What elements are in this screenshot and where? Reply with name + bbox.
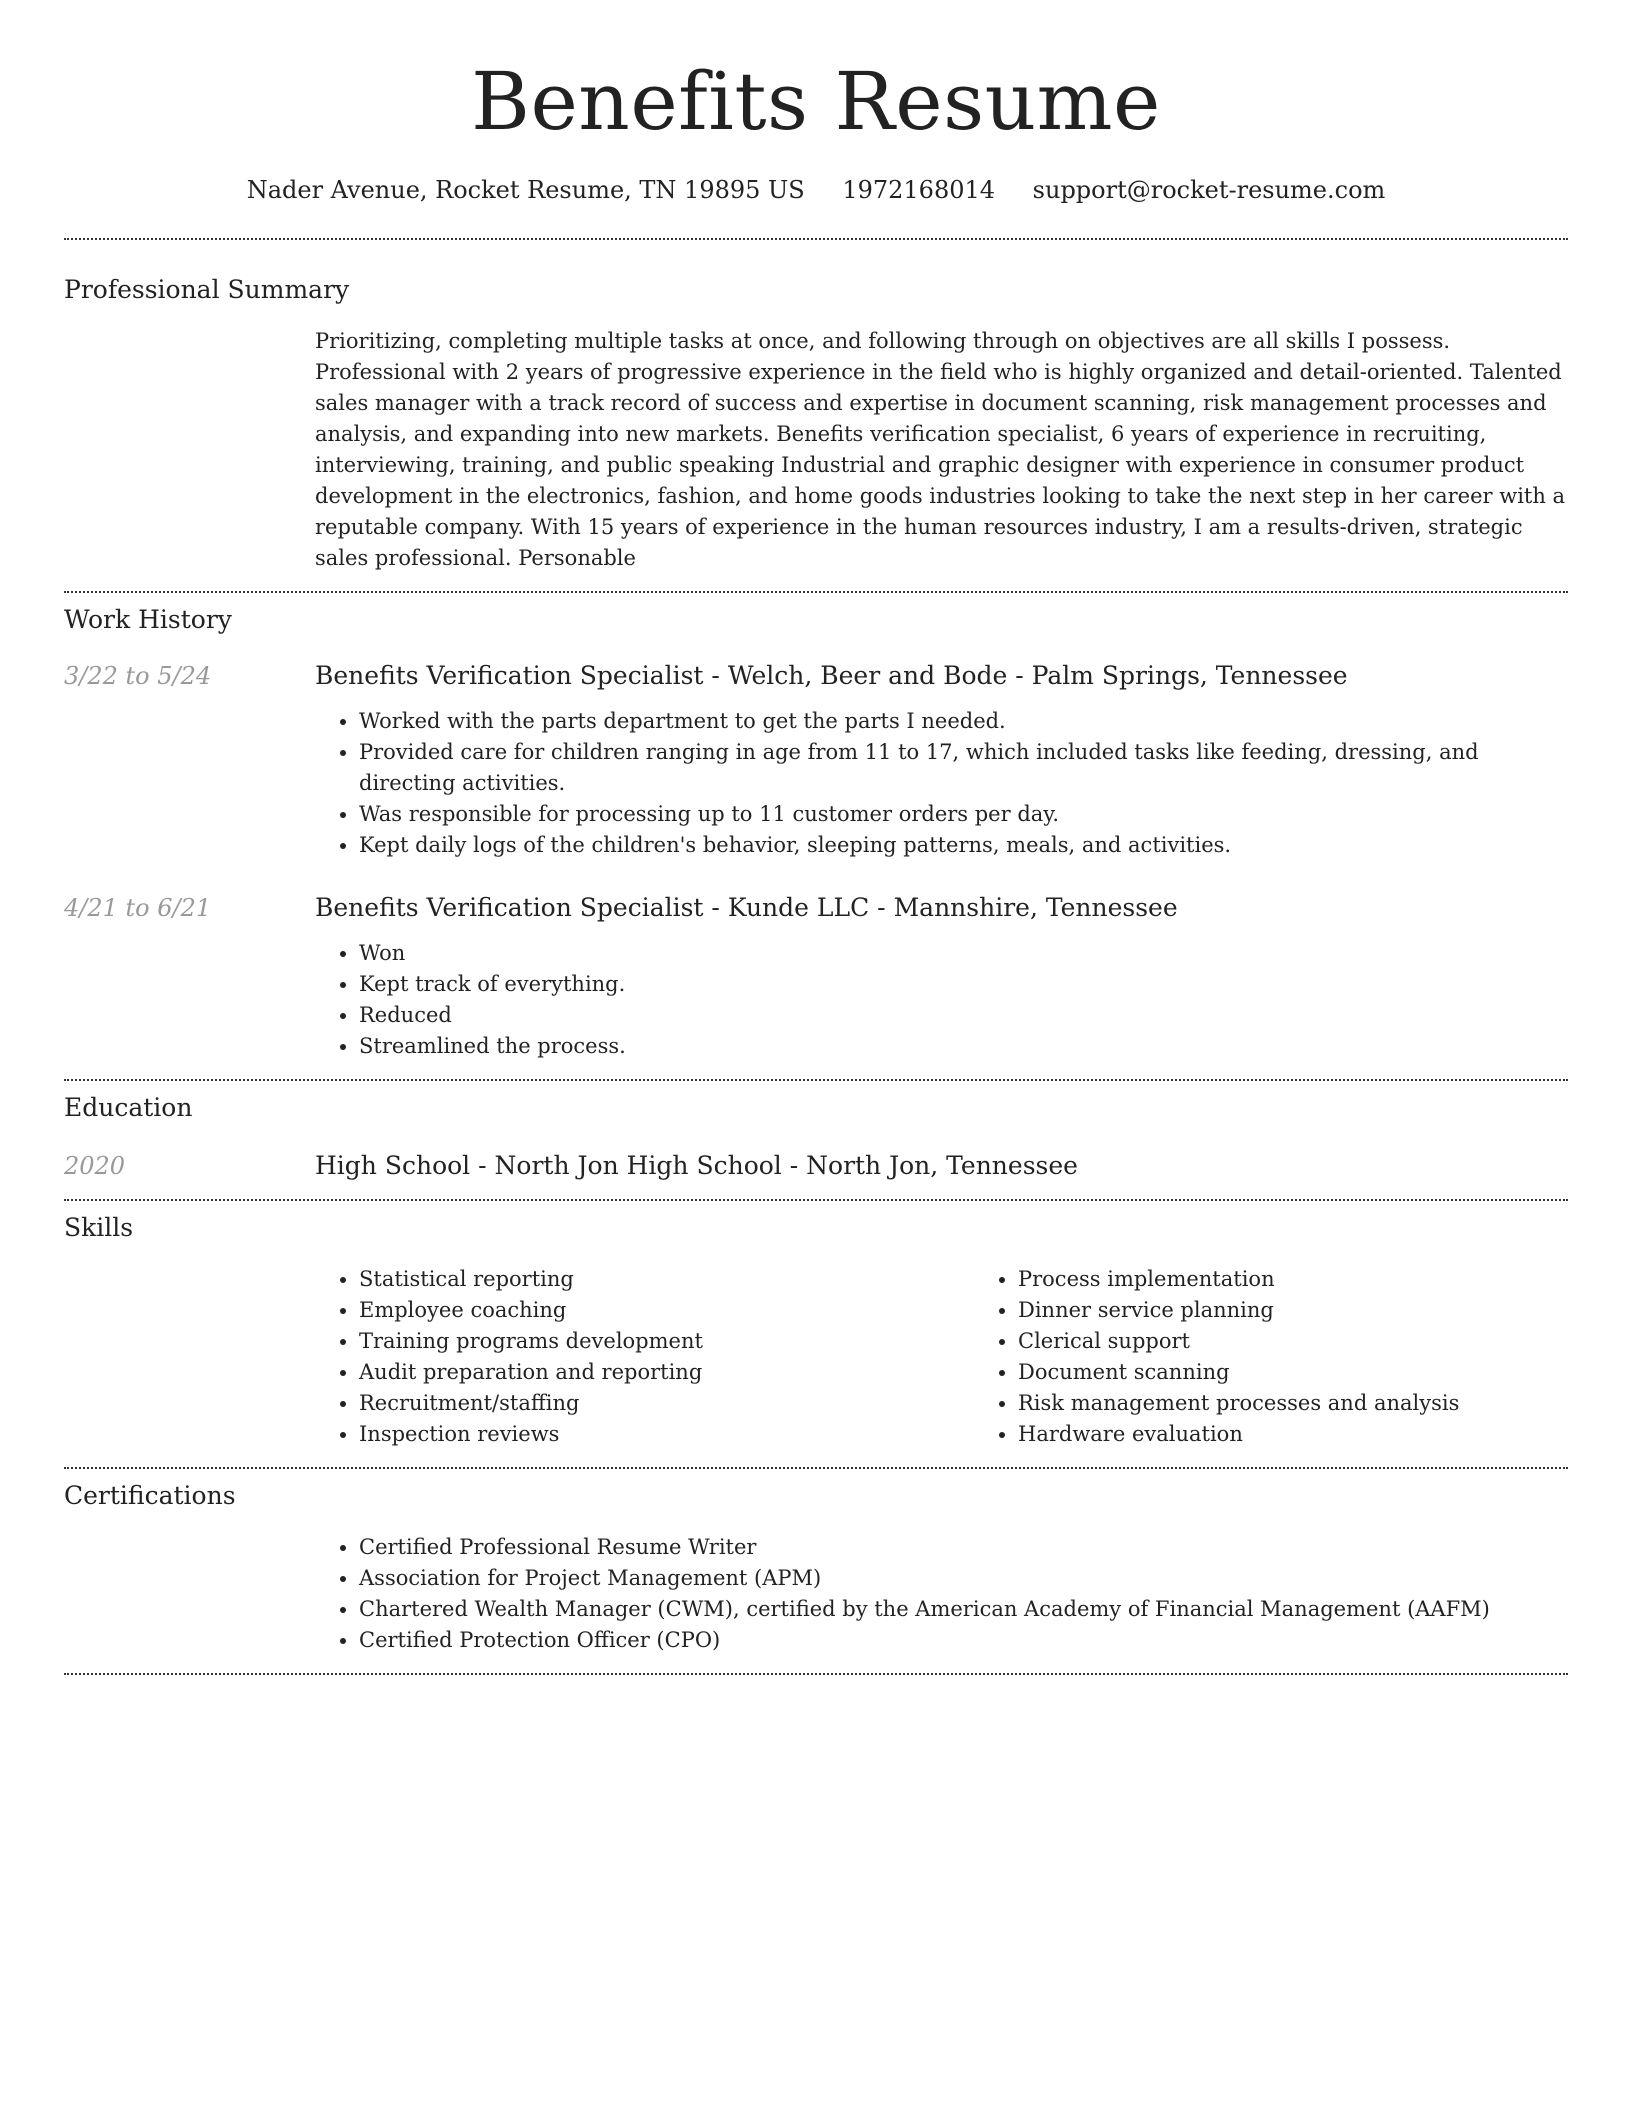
- skill-item: • Statistical reporting: [359, 1264, 974, 1295]
- education-details: - North Jon High School - North Jon, Tennessee: [470, 1151, 1078, 1180]
- skills-list-right: [974, 1264, 1632, 1450]
- list-item: • Worked with the parts department to get the parts I needed.: [359, 706, 1568, 737]
- work-history-section: [64, 593, 1568, 1062]
- job-entry: [64, 891, 1568, 1062]
- section-title-certifications: Certifications: [64, 1481, 236, 1510]
- certification-item: • Certified Protection Officer (CPO): [359, 1625, 1568, 1656]
- job-role: Benefits Verification Specialist: [315, 893, 704, 922]
- skill-item: • Recruitment/staffing: [359, 1388, 974, 1419]
- divider: [64, 1673, 1568, 1675]
- section-title-work: Work History: [64, 605, 232, 634]
- summary-spacer: [64, 326, 315, 574]
- list-item: • Was responsible for processing up to 11 customer orders per day.: [359, 799, 1568, 830]
- skill-item: • Inspection reviews: [359, 1419, 974, 1450]
- job-dates: 3/22 to 5/24: [64, 662, 212, 690]
- list-item: • Kept daily logs of the children's behavior, sleeping patterns, meals, and activities.: [359, 830, 1568, 861]
- skill-item: • Dinner service planning: [1018, 1295, 1632, 1326]
- certifications-list: [315, 1532, 1568, 1656]
- skill-item: • Employee coaching: [359, 1295, 974, 1326]
- job-bullets: [315, 938, 1568, 1062]
- list-item: • Provided care for children ranging in age from 11 to 17, which included tasks like feeding, dressing, and directing activities.: [359, 737, 1568, 799]
- job-details: - Kunde LLC - Mannshire, Tennessee: [703, 893, 1178, 922]
- skill-item: • Hardware evaluation: [1018, 1419, 1632, 1450]
- education-title: [315, 1149, 1568, 1183]
- skills-list-left: [315, 1264, 974, 1450]
- job-title: [315, 891, 1568, 925]
- skill-item: • Audit preparation and reporting: [359, 1357, 974, 1388]
- job-title: [315, 659, 1568, 693]
- list-item: • Reduced: [359, 1000, 1568, 1031]
- certification-item: • Certified Professional Resume Writer: [359, 1532, 1568, 1563]
- section-title-summary: Professional Summary: [64, 275, 350, 304]
- section-title-education: Education: [64, 1093, 193, 1122]
- education-year: 2020: [64, 1152, 126, 1180]
- contact-line: [64, 174, 1568, 206]
- summary-text: Prioritizing, completing multiple tasks at once, and following through on objectives are all skills I possess. Professional with 2 years of progressive experience in the field who is highly organized and detail-oriented. Talented sales manager with a track record of success and expertise in document scanning, risk management processes and analysis, and expanding into new markets. Benefits verification specialist, 6 years of experience in recruiting, interviewing, training, and public speaking Industrial and graphic designer with experience in consumer product development in the electronics, fashion, and home goods industries looking to take the next step in her career with a reputable company. With 15 years of experience in the human resources industry, I am a results-driven, strategic sales professional. Personable: [315, 329, 1566, 570]
- skill-item: • Risk management processes and analysis: [1018, 1388, 1632, 1419]
- resume-title: Benefits Resume: [471, 55, 1161, 148]
- skill-item: • Document scanning: [1018, 1357, 1632, 1388]
- list-item: • Won: [359, 938, 1568, 969]
- list-item: • Streamlined the process.: [359, 1031, 1568, 1062]
- degree: High School: [315, 1151, 471, 1180]
- job-bullets: [315, 706, 1568, 861]
- education-entry: [64, 1149, 1568, 1183]
- skills-section: [64, 1201, 1568, 1450]
- skill-item: • Process implementation: [1018, 1264, 1632, 1295]
- certification-item: • Chartered Wealth Manager (CWM), certified by the American Academy of Financial Management (AAFM): [359, 1594, 1568, 1625]
- address: Nader Avenue, Rocket Resume, TN 19895 US: [246, 176, 805, 204]
- certifications-spacer: [64, 1532, 315, 1656]
- email: support@rocket-resume.com: [1032, 176, 1386, 204]
- job-details: - Welch, Beer and Bode - Palm Springs, Tennessee: [703, 661, 1348, 690]
- certifications-section: [64, 1469, 1568, 1656]
- education-section: [64, 1081, 1568, 1183]
- phone: 1972168014: [842, 176, 996, 204]
- skills-spacer: [64, 1264, 315, 1450]
- certification-item: • Association for Project Management (APM): [359, 1563, 1568, 1594]
- job-dates: 4/21 to 6/21: [64, 894, 212, 922]
- job-entry: [64, 659, 1568, 861]
- summary-section: [64, 240, 1568, 574]
- section-title-skills: Skills: [64, 1213, 134, 1242]
- skill-item: • Clerical support: [1018, 1326, 1632, 1357]
- skill-item: • Training programs development: [359, 1326, 974, 1357]
- job-role: Benefits Verification Specialist: [315, 661, 704, 690]
- list-item: • Kept track of everything.: [359, 969, 1568, 1000]
